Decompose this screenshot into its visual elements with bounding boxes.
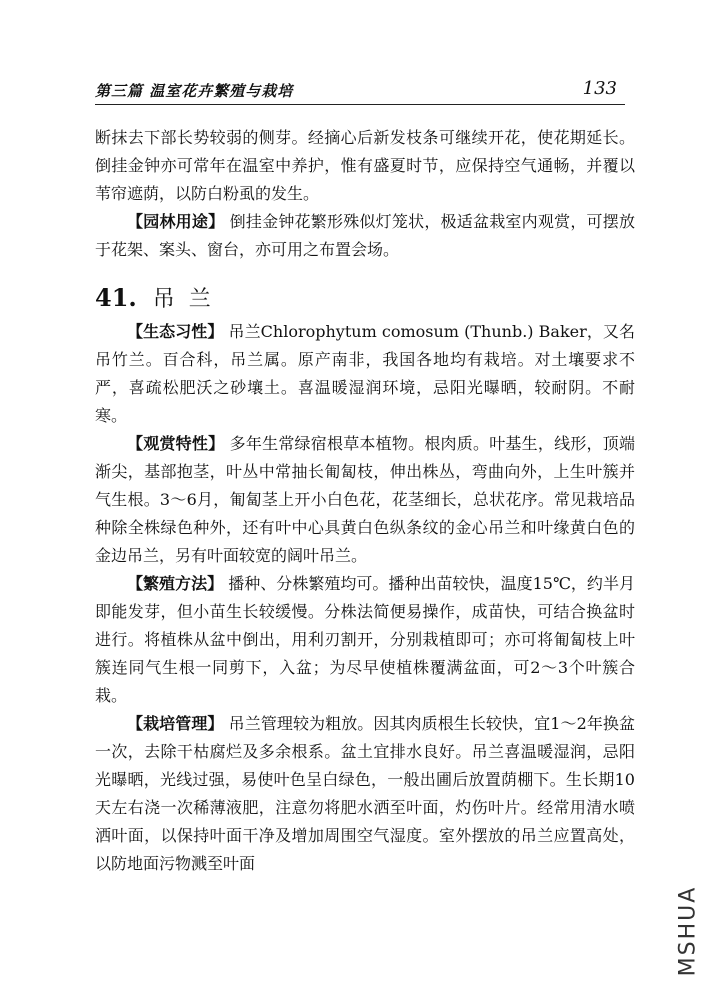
paragraph-text: 吊兰管理较为粗放。因其肉质根生长较快，宜1～2年换盆一次，去除干枯腐烂及多余根系。盆土宜排水良好。吊兰喜温暖湿润，忌阳光曝晒，光线过强，易使叶色呈白绿色，一般出圃后放置荫棚下。生长期10天左右浇一次稀薄液肥，注意勿将肥水洒至叶面，灼伤叶片。经常用清水喷洒叶面，以保持叶面干净及增加周围空气湿度。室外摆放的吊兰应置高处，以防地面污物溅至叶面 bbox=[95, 714, 635, 873]
paragraph-text: 倒挂金钟花繁形殊似灯笼状，极适盆栽室内观赏，可摆放于花架、案头、窗台，亦可用之布置会场。 bbox=[95, 212, 635, 259]
paragraph-text: 断抹去下部长势较弱的侧芽。经摘心后新发枝条可继续开花，使花期延长。倒挂金钟亦可常年在温室中养护，惟有盛夏时节，应保持空气通畅，并覆以苇帘遮荫，以防白粉虱的发生。 bbox=[95, 128, 635, 203]
paragraph-label: 【观赏特性】 bbox=[127, 434, 225, 453]
paragraph-label: 【园林用途】 bbox=[127, 212, 225, 231]
page-number: 133 bbox=[582, 78, 617, 99]
section-name: 吊兰 bbox=[152, 287, 225, 312]
paragraph bbox=[95, 710, 635, 878]
paragraph-label: 【繁殖方法】 bbox=[127, 574, 224, 593]
watermark bbox=[673, 871, 703, 991]
chapter-title: 第三篇 温室花卉繁殖与栽培 bbox=[95, 82, 294, 100]
paragraph bbox=[95, 318, 635, 430]
paragraph bbox=[95, 208, 635, 264]
paragraph-text: 多年生常绿宿根草本植物。根肉质。叶基生，线形，顶端渐尖，基部抱茎，叶丛中常抽长匍匐枝，伸出株丛，弯曲向外，上生叶簇并气生根。3～6月，匍匐茎上开小白色花，花茎细长，总状花序。常见栽培品种除全株绿色种外，还有叶中心具黄白色纵条纹的金心吊兰和叶缘黄白色的金边吊兰，另有叶面较宽的阔叶吊兰。 bbox=[95, 434, 635, 565]
main-text-block bbox=[95, 318, 635, 878]
section-number: 41. bbox=[95, 283, 137, 312]
paragraph-label: 【栽培管理】 bbox=[127, 714, 224, 733]
paragraph-text: 吊兰Chlorophytum comosum (Thunb.) Baker，又名吊竹兰。百合科，吊兰属。原产南非，我国各地均有栽培。对土壤要求不严，喜疏松肥沃之砂壤土。喜温暖湿润环境，忌阳光曝晒，较耐阴。不耐寒。 bbox=[95, 322, 635, 425]
running-header bbox=[95, 80, 625, 105]
intro-text-block bbox=[95, 124, 635, 264]
section-heading bbox=[95, 282, 225, 313]
paragraph-text: 播种、分株繁殖均可。播种出苗较快，温度15℃，约半月即能发芽，但小苗生长较缓慢。分株法简便易操作，成苗快，可结合换盆时进行。将植株从盆中倒出，用利刃割开，分别栽植即可；亦可将匍匐枝上叶簇连同气生根一同剪下，入盆；为尽早使植株覆满盆面，可2～3个叶簇合栽。 bbox=[95, 574, 635, 705]
paragraph-label: 【生态习性】 bbox=[127, 322, 224, 341]
paragraph bbox=[95, 570, 635, 710]
paragraph bbox=[95, 430, 635, 570]
paragraph bbox=[95, 124, 635, 208]
watermark-text: MSHUA bbox=[675, 885, 701, 977]
